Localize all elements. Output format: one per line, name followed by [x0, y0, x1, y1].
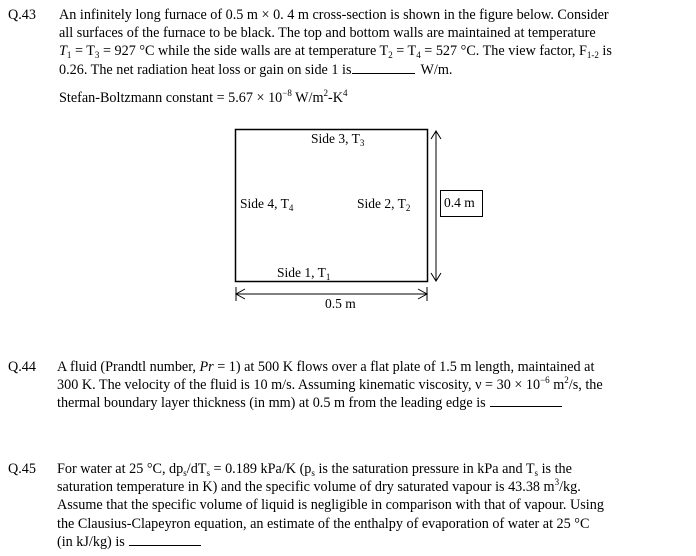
question-number: Q.45 [8, 461, 36, 477]
question-number: Q.44 [8, 359, 36, 375]
question-text-line: For water at 25 °C, $dp_s/dT_s = 0.189$ kPa/K ($p_s$ is the saturation pressure in kPa and $T_s$ is the [57, 461, 572, 478]
question-text-line: saturation temperature in K) and the specific volume of dry saturated vapour is 43.38 $m^3/kg$. [57, 477, 581, 496]
question-number: Q.43 [8, 7, 36, 23]
question-text-line: An infinitely long furnace of 0.5 m × 0. 4 m cross-section is shown in the figure below. Consider [59, 7, 609, 23]
side-3-label: Side 3, $T_3$ [311, 131, 365, 148]
side-2-label: Side 2, $T_2$ [357, 196, 411, 213]
height-dimension-label: 0.4 m [444, 195, 475, 210]
question-text-line: A fluid (Prandtl number, Pr = 1) at 500 K flows over a flat plate of 1.5 m length, maintained at [57, 359, 595, 375]
question-text-line: all surfaces of the furnace to be black. The top and bottom walls are maintained at temperature [59, 25, 596, 42]
question-text-line: 0.26. The net radiation heat loss or gain on side 1 is W/m. [59, 61, 453, 78]
answer-blank[interactable] [490, 394, 562, 407]
answer-blank[interactable] [129, 533, 201, 546]
question-text-line: Assume that the specific volume of liquid is negligible in comparison with that of vapour. Using [57, 497, 604, 514]
question-text-line: the Clausius-Clapeyron equation, an estimate of the enthalpy of evaporation of water at 25 °C [57, 515, 590, 532]
question-44 [8, 358, 688, 418]
side-4-label: Side 4, $T_4$ [240, 196, 294, 213]
question-text-line: $T_1 = T_3 = 927$ °C while the side walls are at temperature $T_2 = T_4 = 527$ °C. The view factor, $F_{1-2}$ is [59, 43, 612, 61]
stefan-boltzmann-constant: Stefan-Boltzmann constant = $5.67 \times 10^{-8}$ $W/m^2-K^4$ [59, 88, 348, 106]
question-45 [8, 460, 688, 556]
width-dimension-label: 0.5 m [325, 296, 356, 311]
question-text-line: 300 K. The velocity of the fluid is 10 m/s. Assuming kinematic viscosity, $\nu = 30 \times 10^{-6}$ $m^2/s$, the [57, 375, 603, 394]
question-text-line: (in kJ/kg) is [57, 533, 647, 551]
question-text-line: thermal boundary layer thickness (in mm) at 0.5 m from the leading edge is [57, 394, 647, 412]
side-1-label: Side 1, $T_1$ [277, 265, 331, 282]
